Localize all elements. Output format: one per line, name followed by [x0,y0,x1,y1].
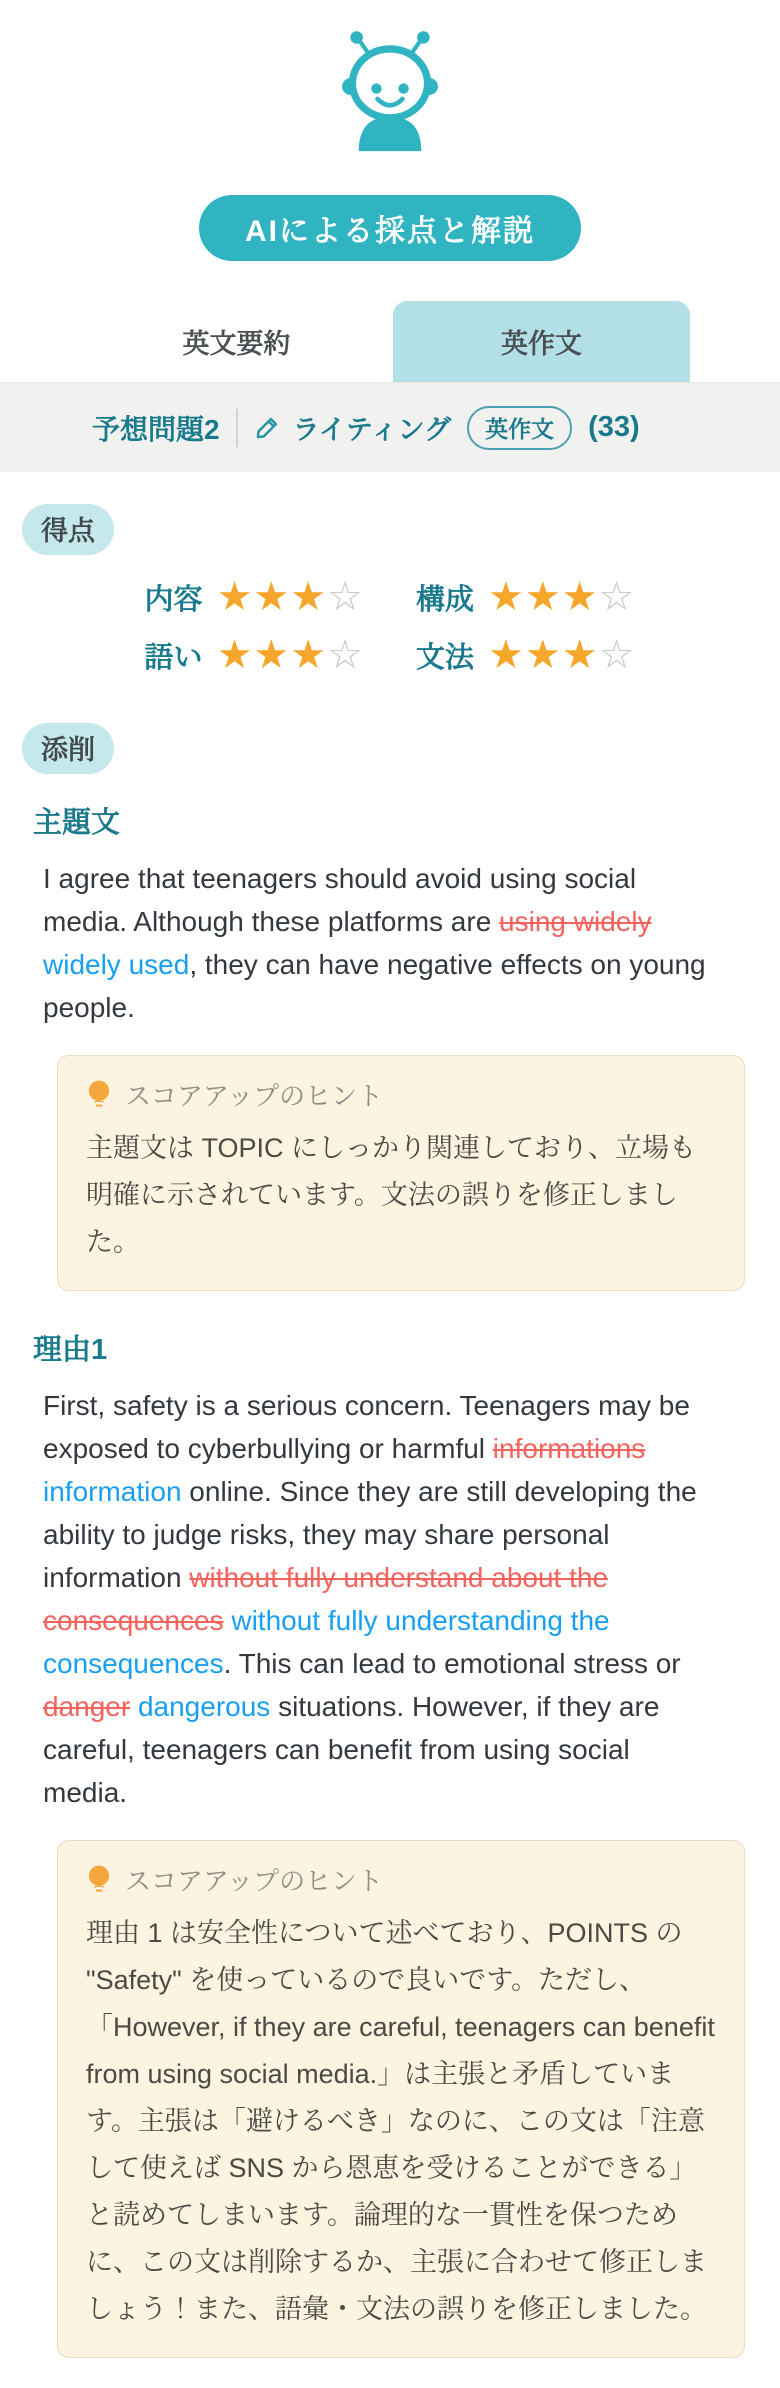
star-rating [217,571,364,623]
inserted-text: information [43,1476,182,1508]
pencil-icon [254,414,281,441]
star-filled-icon: ★ [524,575,562,620]
deleted-text: using widely [499,906,652,938]
header [0,0,780,261]
star-filled-icon: ★ [290,633,328,678]
star-filled-icon: ★ [216,633,254,678]
deleted-text: informations [492,1433,646,1465]
score-row-content [145,571,364,623]
score-label: 構成 [416,583,475,616]
hint-header [86,1076,716,1113]
essay-text: . This can lead to emotional stress or [223,1648,681,1680]
score-label: 内容 [144,583,203,616]
lightbulb-icon [86,1079,112,1111]
star-filled-icon: ★ [488,633,525,678]
essay-text: I agree that teenagers should avoid using social media. Although these platforms are [43,863,637,938]
corrected-essay-text [43,857,715,1029]
star-filled-icon: ★ [561,575,599,620]
hint-body: 主題文は TOPIC にしっかり関連しており、立場も明確に示されています。文法の誤りを修正しました。 [86,1133,697,1258]
star-rating [488,629,635,681]
score-row-grammar [416,629,635,681]
tab-bar [88,301,690,382]
star-empty-icon: ☆ [598,633,636,678]
deleted-text: danger [43,1691,131,1723]
score-row-vocabulary [145,629,364,681]
divider [236,409,238,447]
essay-text: First, safety is a serious concern. Teenagers may be exposed to cyberbullying or harmful [43,1390,690,1465]
bottom-spacer [0,2358,780,2388]
inserted-text: widely used [43,949,190,981]
star-filled-icon: ★ [253,633,291,678]
tab-summary[interactable]: 英文要約 [182,329,291,360]
category-label: ライティング [292,415,452,446]
meta-bar [0,382,780,472]
section-heading: 主題文 [33,807,121,840]
star-rating [217,629,364,681]
tab-composition[interactable]: 英作文 [393,301,690,382]
hint-title: スコアアップのヒント [125,1866,384,1897]
star-filled-icon: ★ [524,633,562,678]
hint-header [86,1861,716,1898]
hint-box [57,1055,745,1291]
inserted-text: without fully understanding the consequences [43,1605,610,1680]
section-heading: 理由1 [33,1334,108,1367]
score-grid [145,571,636,681]
star-filled-icon: ★ [253,575,291,620]
inserted-text: dangerous [137,1691,271,1723]
hint-box [57,1840,745,2358]
essay-text: , they can have negative effects on young people. [43,949,706,1024]
star-empty-icon: ☆ [598,575,636,620]
score-count: (33) [588,411,640,444]
main-content [0,472,780,2388]
score-row-structure [416,571,635,623]
star-empty-icon: ☆ [327,633,364,678]
star-filled-icon: ★ [561,633,599,678]
lightbulb-icon [86,1864,112,1896]
corrected-essay-text [43,1384,715,1814]
essay-text: situations. However, if they are careful, teenagers can benefit from using social media. [43,1691,660,1809]
section-reason1 [0,1327,780,2358]
essay-text [130,1691,138,1722]
star-filled-icon: ★ [488,575,525,620]
essay-text: online. Since they are still developing the ability to judge risks, they may share personal information [43,1476,697,1594]
robot-mascot-icon [317,26,463,153]
hint-body: 理由 1 は安全性について述べており、POINTS の "Safety" を使っているので良いです。ただし、「However, if they are careful, teenagers can benefit from using social media.」は主張と矛盾しています。主張は「避けるべき」なのに、この文は「注意して使えば SNS から恩恵を受けることができる」と読めてしまいます。論理的な一貫性を保つために、この文は削除するか、主張に合わせて修正しましょう！また、語彙・文法の誤りを修正しました。 [86,1918,715,2325]
star-filled-icon: ★ [216,575,254,620]
page-title: AIによる採点と解説 [199,195,581,261]
star-rating [488,571,635,623]
correction-section-badge: 添削 [22,723,114,774]
tag-badge: 英作文 [467,406,572,450]
star-filled-icon: ★ [290,575,328,620]
score-label: 語い [144,641,203,674]
score-label: 文法 [416,641,475,674]
hint-title: スコアアップのヒント [125,1081,384,1112]
star-empty-icon: ☆ [327,575,364,620]
section-thesis [0,800,780,1291]
score-section-badge: 得点 [22,504,114,555]
deleted-text: without fully understand about the consequences [43,1562,609,1637]
problem-label: 予想問題2 [92,413,220,445]
